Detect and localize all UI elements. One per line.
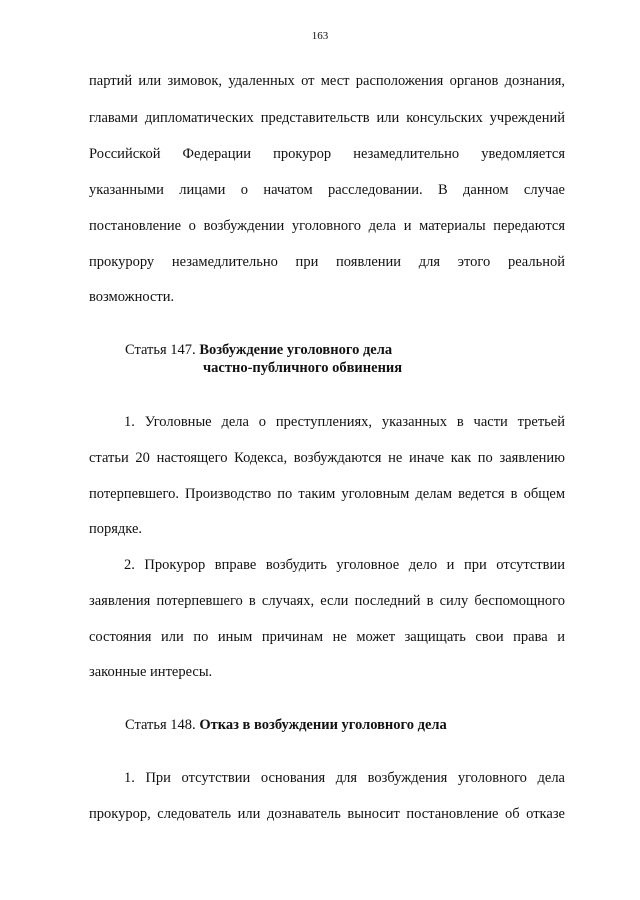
article-148-title: Отказ в возбуждении уголовного дела: [199, 717, 447, 733]
article-147-prefix: Статья 147.: [125, 342, 200, 358]
text-line: возможности.: [89, 289, 175, 305]
article-147-title-line2: частно-публичного обвинения: [203, 360, 403, 376]
text-line: порядке.: [89, 521, 143, 537]
text-line: партий или зимовок, удаленных от мест расположения органов дознания,: [89, 73, 565, 89]
article-148-heading: [125, 716, 447, 734]
text-line: указанными лицами о начатом расследовании. В данном случае: [89, 182, 565, 198]
text-line: законные интересы.: [89, 664, 213, 680]
text-line: потерпевшего. Производство по таким уголовным делам ведется в общем: [89, 486, 565, 502]
text-line: 1. При отсутствии основания для возбуждения уголовного дела: [124, 770, 565, 786]
text-line: постановление о возбуждении уголовного дела и материалы передаются: [89, 218, 565, 234]
article-147-title-line1: Возбуждение уголовного дела: [199, 342, 393, 358]
text-line: прокурору незамедлительно при появлении для этого реальной: [89, 254, 565, 270]
text-line: 1. Уголовные дела о преступлениях, указанных в части третьей: [124, 414, 565, 430]
text-line: 2. Прокурор вправе возбудить уголовное дело и при отсутствии: [124, 557, 565, 573]
text-line: прокурор, следователь или дознаватель выносит постановление об отказе: [89, 806, 565, 822]
text-line: статьи 20 настоящего Кодекса, возбуждаются не иначе как по заявлению: [89, 450, 565, 466]
page-number: 163: [311, 30, 329, 42]
text-line: Российской Федерации прокурор незамедлительно уведомляется: [89, 146, 565, 162]
text-line: заявления потерпевшего в случаях, если последний в силу беспомощного: [89, 593, 565, 609]
text-line: главами дипломатических представительств или консульских учреждений: [89, 110, 565, 126]
text-line: состояния или по иным причинам не может защищать свои права и: [89, 629, 565, 645]
article-148-prefix: Статья 148.: [125, 717, 200, 733]
article-147-heading: [125, 341, 392, 359]
